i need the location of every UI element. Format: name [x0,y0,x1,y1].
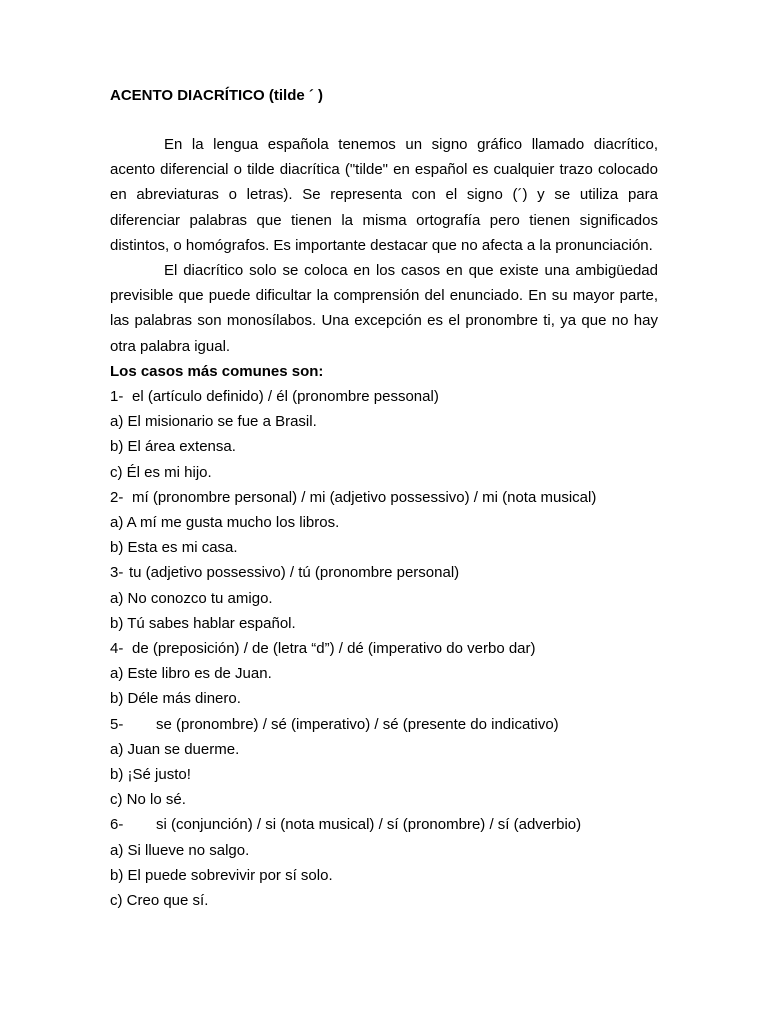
case-example: c) Él es mi hijo. [110,463,212,481]
case-item [110,636,658,661]
case-example: b) El puede sobrevivir por sí solo. [110,866,333,884]
case-number: 6- [110,816,124,834]
case-item [110,812,658,837]
case-example: b) El área extensa. [110,438,236,456]
case-text: si (conjunción) / si (nota musical) / sí (pronombre) / sí (adverbio) [156,816,582,834]
case-example: b) ¡Sé justo! [110,766,191,784]
case-example: a) No conozco tu amigo. [110,589,273,607]
case-text: mí (pronombre personal) / mi (adjetivo possessivo) / mi (nota musical) [132,488,597,506]
case-text: de (preposición) / de (letra “d”) / dé (imperativo do verbo dar) [132,640,536,658]
case-example: b) Tú sabes hablar español. [110,614,296,632]
case-item [110,384,658,409]
case-number: 4- [110,640,124,658]
case-example: a) Si llueve no salgo. [110,841,250,859]
cases-heading: Los casos más comunes son: [110,362,324,380]
case-item [110,485,658,510]
case-example: a) Juan se duerme. [110,740,240,758]
case-item [110,560,658,585]
case-text: se (pronombre) / sé (imperativo) / sé (presente do indicativo) [156,715,559,733]
document-page [110,83,658,913]
case-text: tu (adjetivo possessivo) / tú (pronombre personal) [129,564,460,582]
case-number: 3- [110,564,124,582]
case-example: a) Este libro es de Juan. [110,665,272,683]
case-example: c) Creo que sí. [110,892,209,910]
case-text: el (artículo definido) / él (pronombre pessonal) [132,388,439,406]
paragraph-intro: En la lengua española tenemos un signo gráfico llamado diacrítico, acento diferencial o tilde diacrítica ("tilde" en español es cualquier trazo colocado en abreviaturas o letras). Se representa con el signo (´) y se utiliza para diferenciar palabras que tienen la misma ortografía pero tienen significados distintos, o homógrafos. Es importante destacar que no afecta a la pronunciación. [110,136,658,254]
case-number: 2- [110,488,124,506]
case-example: c) No lo sé. [110,791,186,809]
paragraph-usage: El diacrítico solo se coloca en los casos en que existe una ambigüedad previsible que puede dificultar la comprensión del enunciado. En su mayor parte, las palabras son monosílabos. Una excepción es el pronombre ti, ya que no hay otra palabra igual. [110,262,658,355]
document-title: ACENTO DIACRÍTICO (tilde ´ ) [110,87,324,104]
case-example: a) A mí me gusta mucho los libros. [110,514,340,532]
case-example: b) Déle más dinero. [110,690,241,708]
case-number: 5- [110,715,124,733]
case-example: b) Esta es mi casa. [110,539,238,557]
case-number: 1- [110,388,124,406]
case-example: a) El misionario se fue a Brasil. [110,413,317,431]
case-item [110,712,658,737]
